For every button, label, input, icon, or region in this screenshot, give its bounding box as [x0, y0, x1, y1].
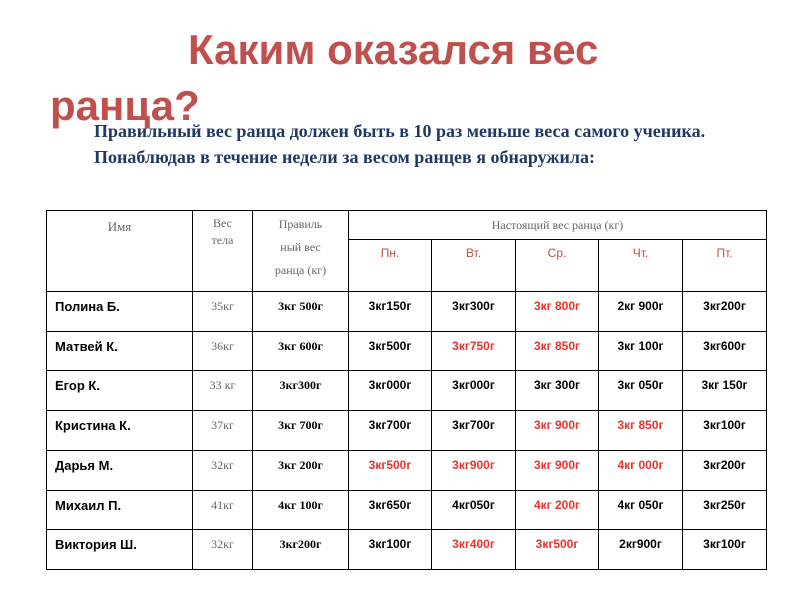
- header-day: Чт.: [599, 240, 683, 292]
- cell-day-weight: 3кг600г: [683, 331, 767, 371]
- header-actual-weight: Настоящий вес ранца (кг): [349, 211, 767, 240]
- cell-body-weight: 35кг: [193, 292, 253, 332]
- cell-day-weight: 3кг 300г: [516, 371, 599, 411]
- intro-text: [94, 118, 784, 170]
- cell-day-weight: 3кг900г: [432, 450, 516, 490]
- cell-body-weight: 41кг: [193, 490, 253, 530]
- cell-proper-weight: 3кг 700г: [253, 411, 349, 451]
- table-row: [47, 331, 767, 371]
- cell-proper-weight: 3кг300г: [253, 371, 349, 411]
- cell-body-weight: 32кг: [193, 450, 253, 490]
- cell-proper-weight: 3кг200г: [253, 530, 349, 570]
- cell-day-weight: 3кг000г: [432, 371, 516, 411]
- cell-body-weight: 33 кг: [193, 371, 253, 411]
- cell-day-weight: 3кг700г: [432, 411, 516, 451]
- cell-day-weight: 3кг 900г: [516, 411, 599, 451]
- backpack-weight-table: [46, 210, 767, 570]
- cell-day-weight: 2кг 900г: [599, 292, 683, 332]
- table-row: [47, 530, 767, 570]
- intro-line: Правильный вес ранца должен быть в 10 раз меньше веса самого ученика.: [94, 121, 706, 141]
- header-proper-weight: [253, 211, 349, 292]
- cell-name: Полина Б.: [47, 292, 193, 332]
- cell-body-weight: 32кг: [193, 530, 253, 570]
- header-name: Имя: [47, 211, 193, 292]
- cell-day-weight: 3кг500г: [516, 530, 599, 570]
- cell-name: Михаил П.: [47, 490, 193, 530]
- cell-day-weight: 3кг100г: [349, 530, 432, 570]
- header-body-weight-line: тела: [211, 233, 234, 247]
- cell-name: Егор К.: [47, 371, 193, 411]
- cell-proper-weight: 3кг 200г: [253, 450, 349, 490]
- cell-day-weight: 4кг 050г: [599, 490, 683, 530]
- cell-name: Дарья М.: [47, 450, 193, 490]
- cell-day-weight: 3кг 150г: [683, 371, 767, 411]
- cell-day-weight: 3кг150г: [349, 292, 432, 332]
- title-line-1: Каким оказался вес: [188, 26, 599, 73]
- header-day: Вт.: [432, 240, 516, 292]
- cell-day-weight: 4кг 200г: [516, 490, 599, 530]
- header-day: Пт.: [683, 240, 767, 292]
- cell-body-weight: 37кг: [193, 411, 253, 451]
- header-proper-weight-line: ранца (кг): [274, 263, 327, 277]
- table-row: [47, 411, 767, 451]
- cell-day-weight: 3кг400г: [432, 530, 516, 570]
- cell-day-weight: 3кг500г: [349, 331, 432, 371]
- cell-proper-weight: 3кг 600г: [253, 331, 349, 371]
- cell-day-weight: 2кг900г: [599, 530, 683, 570]
- cell-day-weight: 3кг700г: [349, 411, 432, 451]
- table-row: [47, 490, 767, 530]
- cell-day-weight: 3кг300г: [432, 292, 516, 332]
- cell-day-weight: 3кг 800г: [516, 292, 599, 332]
- table-row: [47, 371, 767, 411]
- cell-day-weight: 3кг500г: [349, 450, 432, 490]
- header-proper-weight-line: Правиль: [278, 217, 323, 231]
- cell-day-weight: 3кг 900г: [516, 450, 599, 490]
- cell-proper-weight: 4кг 100г: [253, 490, 349, 530]
- header-body-weight: [193, 211, 253, 292]
- cell-day-weight: 3кг 850г: [599, 411, 683, 451]
- cell-day-weight: 4кг 000г: [599, 450, 683, 490]
- cell-body-weight: 36кг: [193, 331, 253, 371]
- table-row: [47, 450, 767, 490]
- title-line-2: ранца?: [50, 82, 200, 129]
- cell-day-weight: 3кг100г: [683, 411, 767, 451]
- cell-day-weight: 3кг750г: [432, 331, 516, 371]
- cell-day-weight: 3кг100г: [683, 530, 767, 570]
- intro-line: Понаблюдав в течение недели за весом ранцев я обнаружила:: [94, 147, 595, 167]
- cell-day-weight: 3кг650г: [349, 490, 432, 530]
- cell-day-weight: 3кг250г: [683, 490, 767, 530]
- table-row: [47, 292, 767, 332]
- header-day: Ср.: [516, 240, 599, 292]
- cell-day-weight: 3кг 050г: [599, 371, 683, 411]
- cell-name: Кристина К.: [47, 411, 193, 451]
- cell-proper-weight: 3кг 500г: [253, 292, 349, 332]
- cell-name: Виктория Ш.: [47, 530, 193, 570]
- cell-day-weight: 3кг200г: [683, 292, 767, 332]
- cell-day-weight: 3кг200г: [683, 450, 767, 490]
- cell-day-weight: 4кг050г: [432, 490, 516, 530]
- cell-day-weight: 3кг 850г: [516, 331, 599, 371]
- cell-day-weight: 3кг000г: [349, 371, 432, 411]
- cell-day-weight: 3кг 100г: [599, 331, 683, 371]
- cell-name: Матвей К.: [47, 331, 193, 371]
- header-proper-weight-line: ный вес: [280, 240, 321, 254]
- header-day: Пн.: [349, 240, 432, 292]
- header-body-weight-line: Вес: [213, 216, 232, 230]
